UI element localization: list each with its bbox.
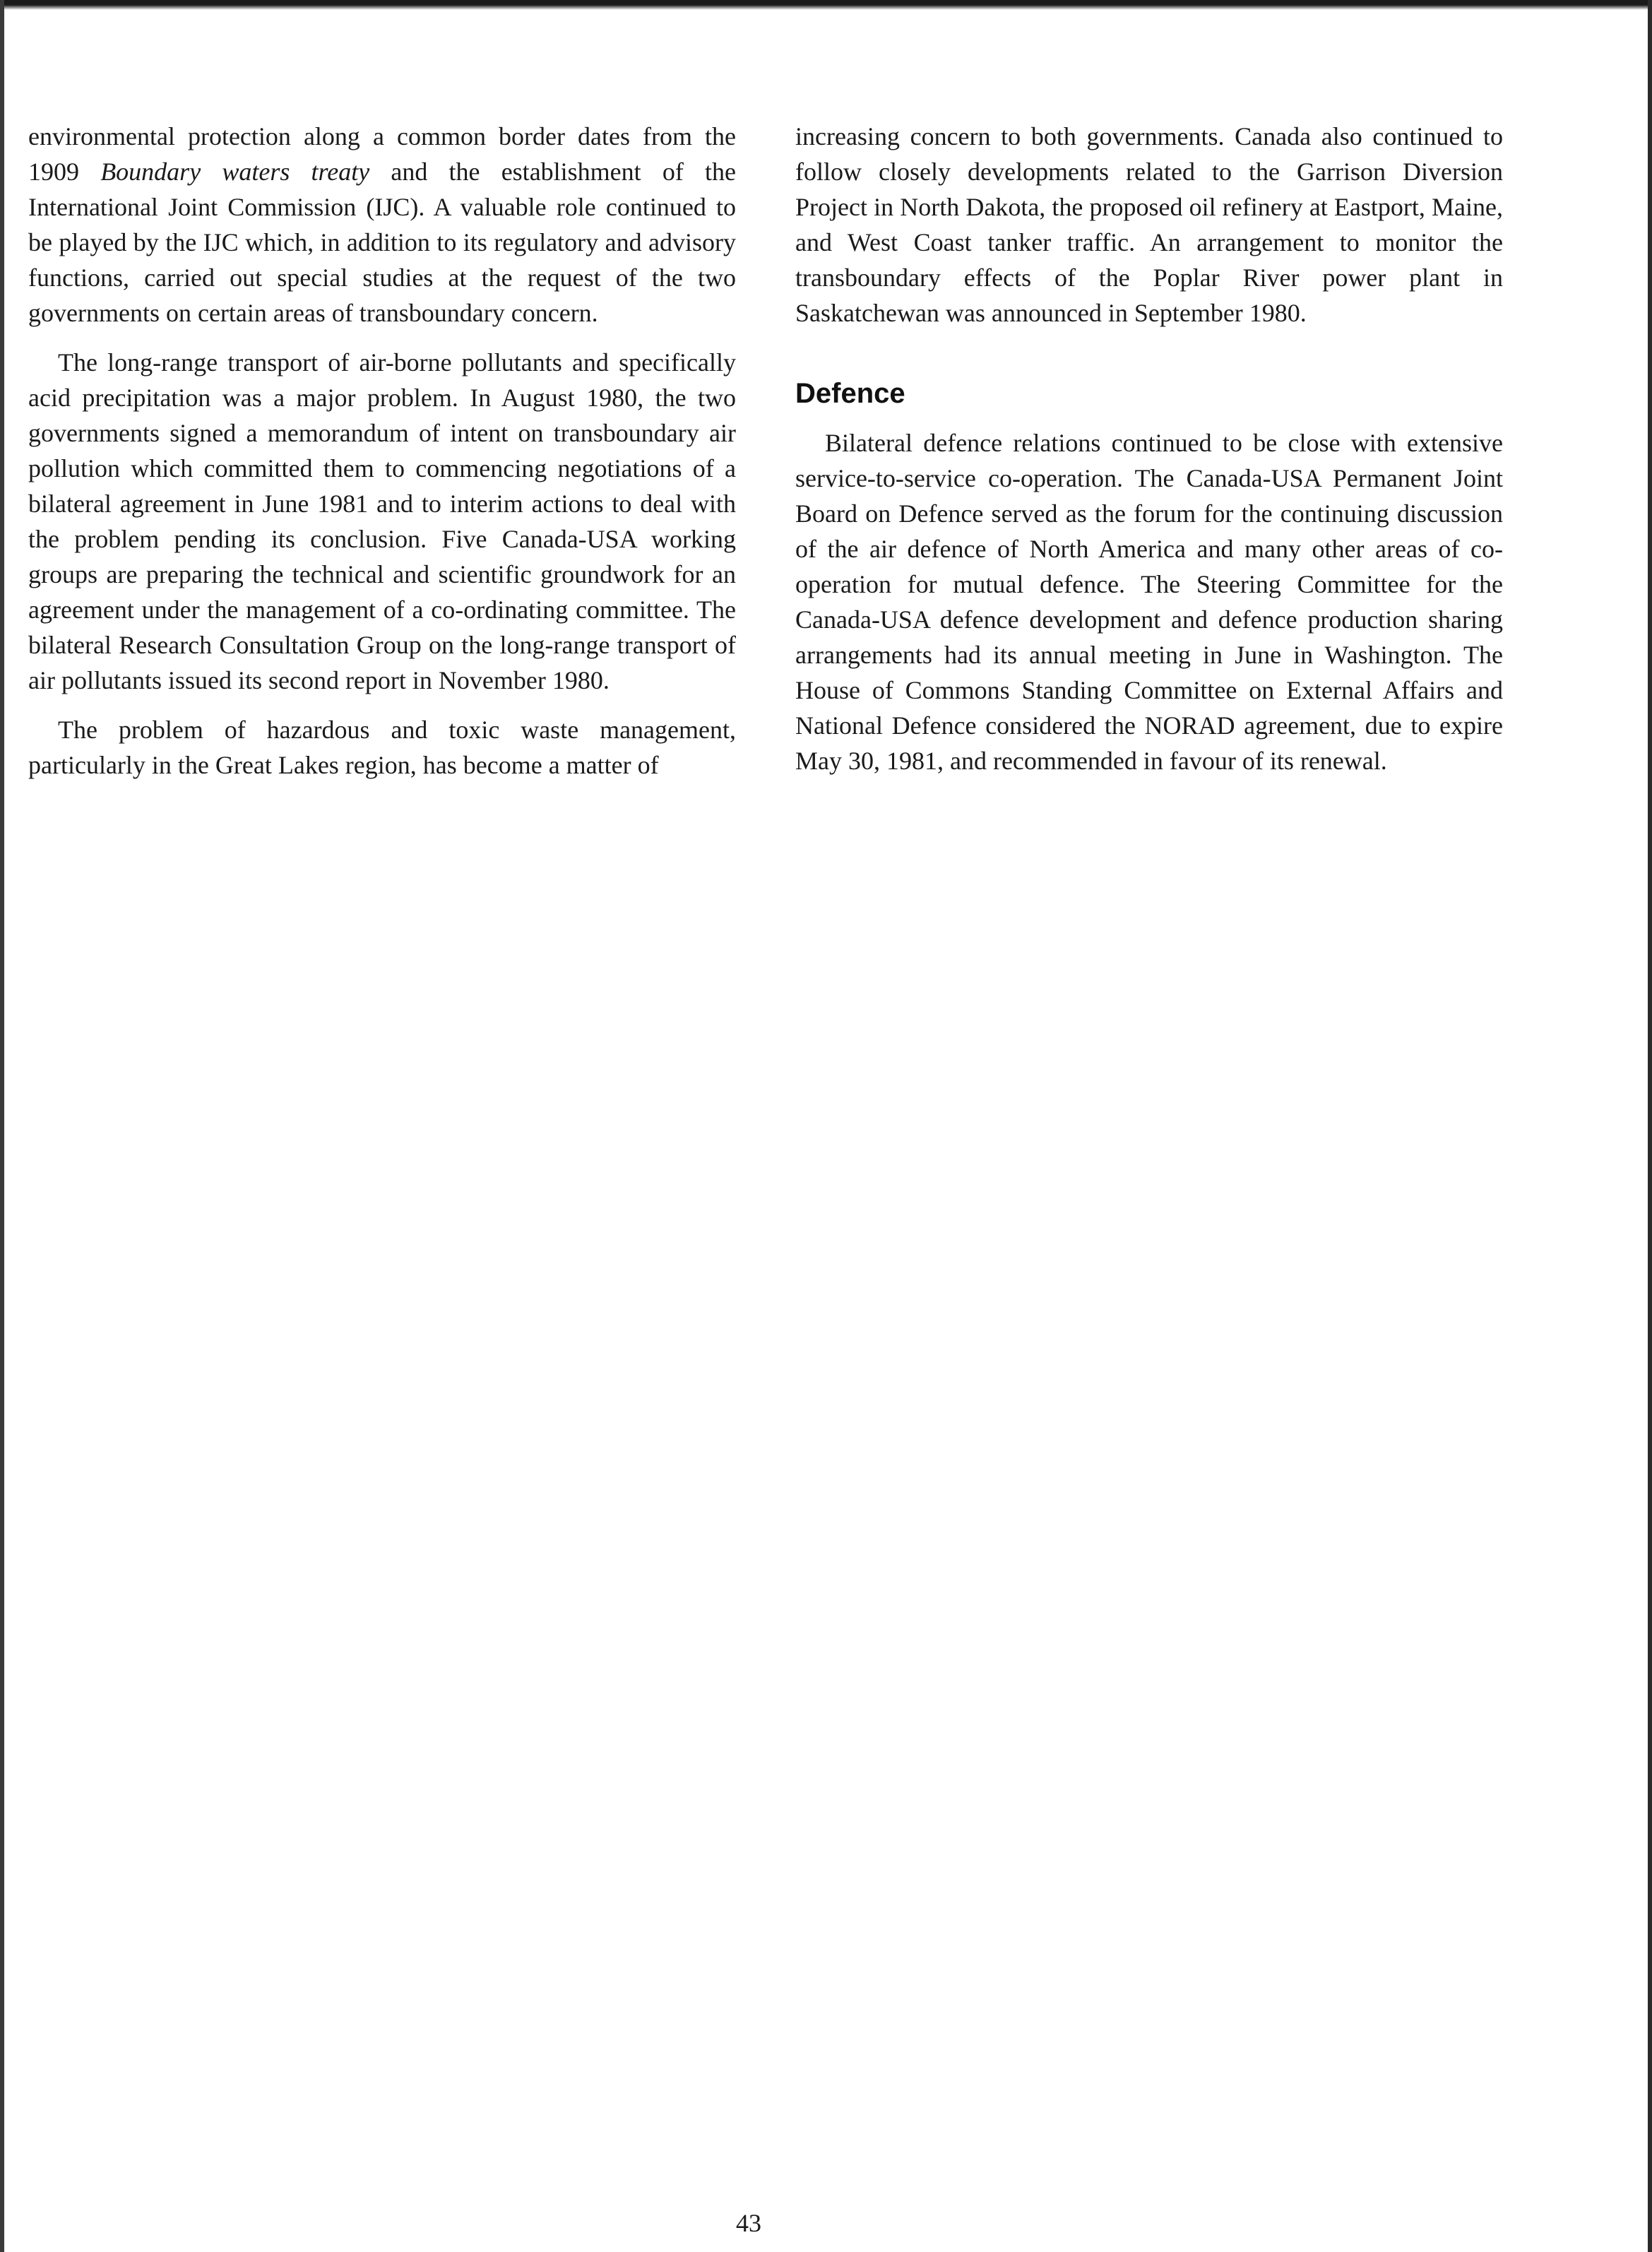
scan-left-edge [0, 0, 4, 2252]
left-column [28, 119, 736, 797]
left-paragraph-1 [28, 119, 736, 331]
left-paragraph-1-start: environmental protection along a common border dates from the 1909 [28, 122, 736, 186]
treaty-title: Boundary waters treaty [100, 158, 370, 186]
section-heading-defence: Defence [795, 378, 905, 409]
left-paragraph-1-end: and the establishment of the International Joint Commission (IJC). A valuable role continued to be played by the IJC which, in addition to its regulatory and advisory functions, carried out special studies at the request of the two governments on certain areas of transboundary concern. [28, 158, 736, 327]
scan-right-edge [1648, 0, 1652, 2252]
right-column [795, 119, 1503, 793]
left-paragraph-3: The problem of hazardous and toxic waste management, particularly in the Great Lakes region, has become a matter of [28, 716, 736, 779]
scan-top-edge [0, 0, 1652, 10]
page-number: 43 [736, 2209, 761, 2237]
right-paragraph-1: increasing concern to both governments. Canada also continued to follow closely developments related to the Garrison Diversion Project in North Dakota, the proposed oil refinery at Eastport, Maine, and West Coast tanker traffic. An arrangement to monitor the transboundary effects of the Poplar River power plant in Saskatchewan was announced in September 1980. [795, 122, 1503, 327]
left-paragraph-2: The long-range transport of air-borne pollutants and specifically acid precipitation was a major problem. In August 1980, the two governments signed a memorandum of intent on transboundary air pollution which committed them to commencing negotiations of a bilateral agreement in June 1981 and to interim actions to deal with the problem pending its conclusion. Five Canada-USA working groups are preparing the technical and scientific groundwork for an agreement under the management of a co-ordinating committee. The bilateral Research Consultation Group on the long-range transport of air pollutants issued its second report in November 1980. [28, 348, 736, 694]
right-paragraph-2: Bilateral defence relations continued to be close with extensive service-to-service co-operation. The Canada-USA Permanent Joint Board on Defence served as the forum for the continuing discussion of the air defence of North America and many other areas of co-operation for mutual defence. The Steering Committee for the Canada-USA defence development and defence production sharing arrangements had its annual meeting in June in Washington. The House of Commons Standing Committee on External Affairs and National Defence considered the NORAD agreement, due to expire May 30, 1981, and recommended in favour of its renewal. [795, 429, 1503, 775]
